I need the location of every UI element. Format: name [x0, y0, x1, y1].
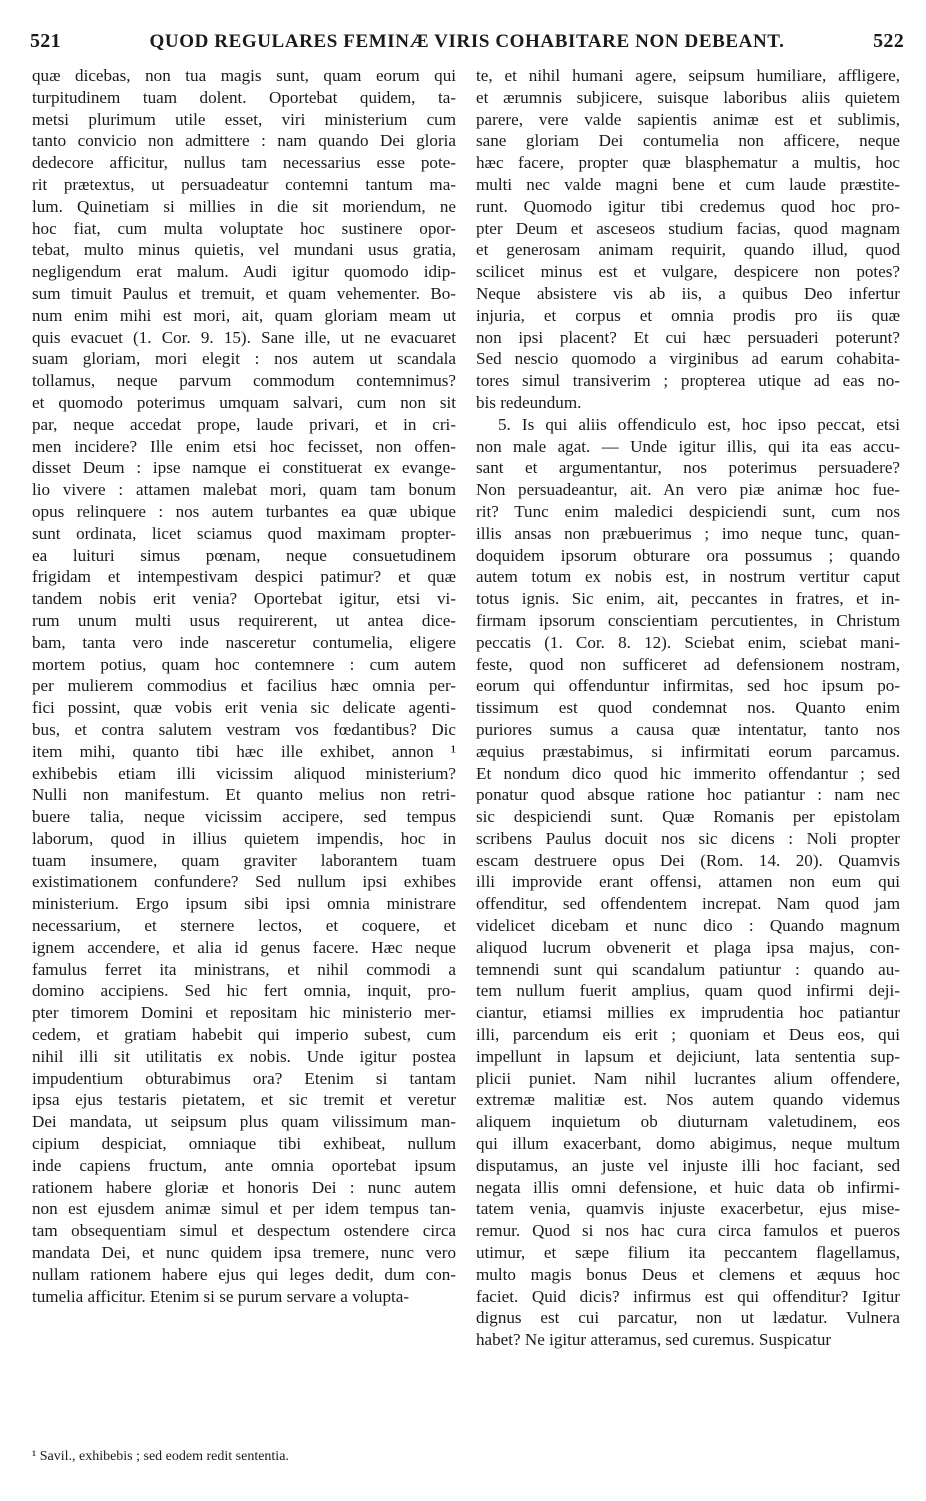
text-line: ciantur, etiamsi millies ex imprudentia hoc patiantur [476, 1003, 900, 1023]
text-line: disputamus, an juste vel injuste illi hoc faciant, sed [476, 1155, 900, 1175]
text-line: tanto convicio non admittere : nam quando Dei gloria [32, 131, 456, 151]
text-line: videlicet dicebam et nunc dico : Quando magnum [476, 916, 900, 936]
page-number-left: 521 [30, 30, 61, 52]
text-line: quæ dicebas, non tua magis sunt, quam eorum qui [32, 66, 456, 85]
text-line: sant et argumentantur, nos poterimus persuadere? [476, 458, 900, 478]
text-line: negata illis omni defensione, et huic data ob infirmi- [476, 1177, 900, 1197]
text-line: existimationem confundere? Sed nullum ipsi exhibes [32, 872, 456, 892]
text-line: extremæ malitiæ est. Nos autem quando videmus [476, 1090, 900, 1110]
text-line: tuam insumere, quam graviter laborantem tuam [32, 850, 456, 870]
text-line: tatem venia, quamvis injuste exacerbetur, ejus mise- [476, 1199, 900, 1219]
text-line: disset Deum : ipse namque ei constituerat ex evange- [32, 458, 456, 478]
text-line: ignem accendere, et alia id genus facere. Hæc neque [32, 937, 456, 957]
text-line: dignus est cui parcatur, non ut lædatur. Vulnera [476, 1308, 900, 1328]
text-line: plicii puniet. Nam nihil lucrantes alium offendere, [476, 1068, 900, 1088]
text-line: par, neque accedat prope, laude privari, et in cri- [32, 414, 456, 434]
text-line: runt. Quomodo igitur tibi credemus quod hoc pro- [476, 196, 900, 216]
text-line: sane gloriam Dei contumelia non afficere, neque [476, 131, 900, 151]
text-line: lio vivere : attamen malebat mori, quam tam bonum [32, 480, 456, 500]
text-line: impellunt in lapsum et dejiciunt, lata sententia sup- [476, 1046, 900, 1066]
text-line: dedecore afficitur, nullus tam necessarius esse pote- [32, 153, 456, 173]
text-line: æquius præstabimus, si infirmitati eorum parcamus. [476, 741, 900, 761]
text-line: te, et nihil humani agere, seipsum humiliare, affligere, [476, 66, 900, 85]
text-line: hoc fiat, cum multa voluptate hoc sustinere opor- [32, 218, 456, 238]
text-line: rum unum multi usus requirerent, ut antea dice- [32, 610, 456, 630]
text-line: famulus ferret ita ministrans, et nihil commodi a [32, 959, 456, 979]
text-line: buere talia, neque vicissim accipere, sed tempus [32, 807, 456, 827]
text-line: illis ansas non præbuerimus ; imo neque tunc, quan- [476, 523, 900, 543]
text-line: num enim mihi est mori, ait, quam gloriam meam ut [32, 305, 456, 325]
text-line: mortem potius, quam hoc contemnere : cum autem [32, 654, 456, 674]
text-line: offenditur, sed offendentem increpat. Nam quod jam [476, 894, 900, 914]
text-line: Non persuadeantur, ait. An vero piæ animæ hoc fue- [476, 480, 900, 500]
text-line: metsi plurimum utile esset, viri ministerium cum [32, 109, 456, 129]
text-line: remur. Quod si nos hac cura circa famulos et pueros [476, 1221, 900, 1241]
text-line: autem totum ex nobis est, in nostrum vertitur caput [476, 567, 900, 587]
text-line: parere, vere valde sapientis animæ est et sublimis, [476, 109, 900, 129]
text-line: illi improvide erant offensi, attamen non eum qui [476, 872, 900, 892]
text-line: et generosam animam requirit, quando illud, quod [476, 240, 900, 260]
text-line: peccatis (1. Cor. 8. 12). Sciebat enim, sciebat mani- [476, 632, 900, 652]
text-line: non male agat. — Unde igitur illis, qui ita eas accu- [476, 436, 900, 456]
text-line: pter Deum et asceseos studium facias, quod magnam [476, 218, 900, 238]
text-line: bus, et contra salutem vestram vos fœdantibus? Dic [32, 719, 456, 739]
text-line: negligendum erat malum. Audi igitur quomodo idip- [32, 262, 456, 282]
text-line: hæc facere, propter quæ blasphematur a multis, hoc [476, 153, 900, 173]
text-line: Dei mandata, ut seipsum plus quam vilissimum man- [32, 1112, 456, 1132]
text-line: qui illum exacerbant, domo abigimus, neque multum [476, 1134, 900, 1154]
text-line: opus relinquere : nos autem turbantes ea quæ ubique [32, 501, 456, 521]
text-line: inde capiens fructum, ante omnia oportebat ipsum [32, 1155, 456, 1175]
text-line: multo magis bonus Deus et clemens et æquus hoc [476, 1264, 900, 1284]
text-line: bis redeundum. [476, 392, 582, 412]
text-line: escam destruere opus Dei (Rom. 14. 20). Quamvis [476, 850, 900, 870]
text-line: fici possint, quæ vobis erit venia sic delicate agenti- [32, 698, 456, 718]
text-line: domino accipiens. Sed hic fert omnia, inquit, pro- [32, 981, 456, 1001]
text-line: mandata Dei, et nunc quidem ipsa tremere, nunc vero [32, 1243, 456, 1263]
text-line: turpitudinem tuam dolent. Oportebat quidem, ta- [32, 87, 456, 107]
text-line: faciet. Quid dicis? infirmus est qui offenditur? Igitur [476, 1286, 900, 1306]
text-line: rit? Tunc enim maledici despiciendi sunt, cum nos [476, 501, 900, 521]
text-line: illi, parcendum eis erit ; quoniam et Deus eos, qui [476, 1025, 900, 1045]
right-text-column [476, 65, 900, 1351]
text-line: nullam rationem habere ejus qui leges dedit, dum con- [32, 1264, 456, 1284]
running-header [30, 30, 904, 58]
text-line: cedem, et gratiam habebit qui imperio subest, cum [32, 1025, 456, 1045]
running-title: QUOD REGULARES FEMINÆ VIRIS COHABITARE NON DEBEANT. [149, 31, 785, 52]
text-line: puriores sumus a causa quæ intentatur, tanto nos [476, 719, 900, 739]
text-line: pter timorem Domini et repositam hic ministerio mer- [32, 1003, 456, 1023]
text-line: necessarium, et sternere lectos, et coquere, et [32, 916, 456, 936]
text-line: temnendi sunt qui scandalum patiuntur : quando au- [476, 959, 900, 979]
text-line: item mihi, quanto tibi hæc ille exhibet, annon ¹ [32, 741, 456, 761]
text-line: sum timuit Paulus et tremuit, et quam vehementer. Bo- [32, 283, 456, 303]
text-line: laborum, quod in illius quietem impendis, hoc in [32, 828, 456, 848]
text-line: feste, quod non sufficeret ad defensionem nostram, [476, 654, 900, 674]
text-line: Et nondum dico quod hic immerito offendantur ; sed [476, 763, 900, 783]
text-line: impudentium obturabimus ora? Etenim si tantam [32, 1068, 456, 1088]
text-line: et ærumnis subjicere, suisque laboribus aliis quietem [476, 87, 900, 107]
text-line: Nulli non manifestum. Et quanto melius non retri- [32, 785, 456, 805]
text-line: suam gloriam, mori elegit : nos autem ut scandala [32, 349, 456, 369]
text-line: tam obsequentiam simul et despectum ostendere circa [32, 1221, 456, 1241]
text-line: quis evacuet (1. Cor. 9. 15). Sane ille, ut ne evacuaret [32, 327, 456, 347]
text-line: Sed nescio quomodo a virginibus ad earum cohabita- [476, 349, 900, 369]
text-line: eorum qui offenduntur infirmitas, sed hoc ipsum po- [476, 676, 900, 696]
text-line: sunt ordinata, licet sciamus quod maximam propter- [32, 523, 456, 543]
text-line: firmam ipsorum conscientiam percutientes, in Christum [476, 610, 900, 630]
text-line: rit prætextus, ut persuadeatur contemni tantum ma- [32, 174, 456, 194]
text-line: ea luituri simus pœnam, neque consuetudinem [32, 545, 456, 565]
text-line: exhibebis etiam illi vicissim aliquod ministerium? [32, 763, 456, 783]
text-line: multi nec valde magni bene et cum laude præstite- [476, 174, 900, 194]
text-line: rationem habere gloriæ et honoris Dei : nunc autem [32, 1177, 456, 1197]
text-line: tissimum est quod condemnat nos. Quanto enim [476, 698, 900, 718]
text-line: tem nullum fuerit amplius, quam quod infirmi deji- [476, 981, 900, 1001]
text-line: ponatur quod absque ratione hoc patiantur : nam nec [476, 785, 900, 805]
text-line: frigidam et intempestivam despici patimur? et quæ [32, 567, 456, 587]
left-text-column [32, 65, 456, 1307]
text-line: tores simul transiverim ; propterea utique ad eas no- [476, 371, 900, 391]
text-line: sic despiciendi sunt. Quæ Romanis per epistolam [476, 807, 900, 827]
text-line: habet? Ne igitur atteramus, sed curemus. Suspicatur [476, 1330, 832, 1350]
text-line: lum. Quinetiam si millies in die sit moriendum, ne [32, 196, 456, 216]
text-line: ministerium. Ergo ipsum sibi ipsi omnia ministrare [32, 894, 456, 914]
text-line: injuria, et corpus et omnia prodis pro iis quæ [476, 305, 900, 325]
text-line: cipium despiciat, omniaque tibi exhibeat, nullum [32, 1134, 456, 1154]
text-line: tollamus, neque parvum commodum contemnimus? [32, 371, 456, 391]
text-line: bam, tanta vero inde nasceretur contumelia, eligere [32, 632, 456, 652]
text-line: men incidere? Ille enim etsi hoc fecisset, non offen- [32, 436, 456, 456]
text-line: utimur, et sæpe filium ita peccantem flagellamus, [476, 1243, 900, 1263]
text-line: doquidem ipsorum obturare ora possumus ; quando [476, 545, 900, 565]
text-line: aliquod lucrum obvenerit et plaga ipsa majus, con- [476, 937, 900, 957]
text-line: scribens Paulus docuit nos sic dicens : Noli propter [476, 828, 900, 848]
text-line: scilicet minus est et vulgare, despicere non potes? [476, 262, 900, 282]
text-line: ipsa ejus testaris pietatem, et sic tremit et veretur [32, 1090, 456, 1110]
text-line: et quomodo poterimus umquam salvari, cum non sit [32, 392, 456, 412]
footnote: ¹ Savil., exhibebis ; sed eodem redit sententia. [32, 1449, 289, 1464]
text-line: per mulierem commodius et facilius hæc omnia per- [32, 676, 456, 696]
text-line: Neque absistere vis ab iis, a quibus Deo infertur [476, 283, 900, 303]
text-line: totus ignis. Sic enim, ait, peccantes in fratres, et in- [476, 589, 900, 609]
text-line: aliquem inquietum ob diuturnam valetudinem, eos [476, 1112, 900, 1132]
text-line: non ipsi placent? Et cui hæc persuaderi poterunt? [476, 327, 900, 347]
text-line: tandem nobis erit venia? Oportebat igitur, etsi vi- [32, 589, 456, 609]
text-line: 5. Is qui aliis offendiculo est, hoc ipso peccat, etsi [498, 414, 900, 434]
text-line: tumelia afficitur. Etenim si se purum servare a volupta- [32, 1286, 410, 1306]
text-line: tebat, multo minus quietis, vel mundani usus gratia, [32, 240, 456, 260]
page-number-right: 522 [873, 30, 904, 52]
text-line: nihil illi sit utilitatis ex nobis. Unde igitur postea [32, 1046, 456, 1066]
text-line: non est ejusdem animæ simul et per idem tempus tan- [32, 1199, 456, 1219]
